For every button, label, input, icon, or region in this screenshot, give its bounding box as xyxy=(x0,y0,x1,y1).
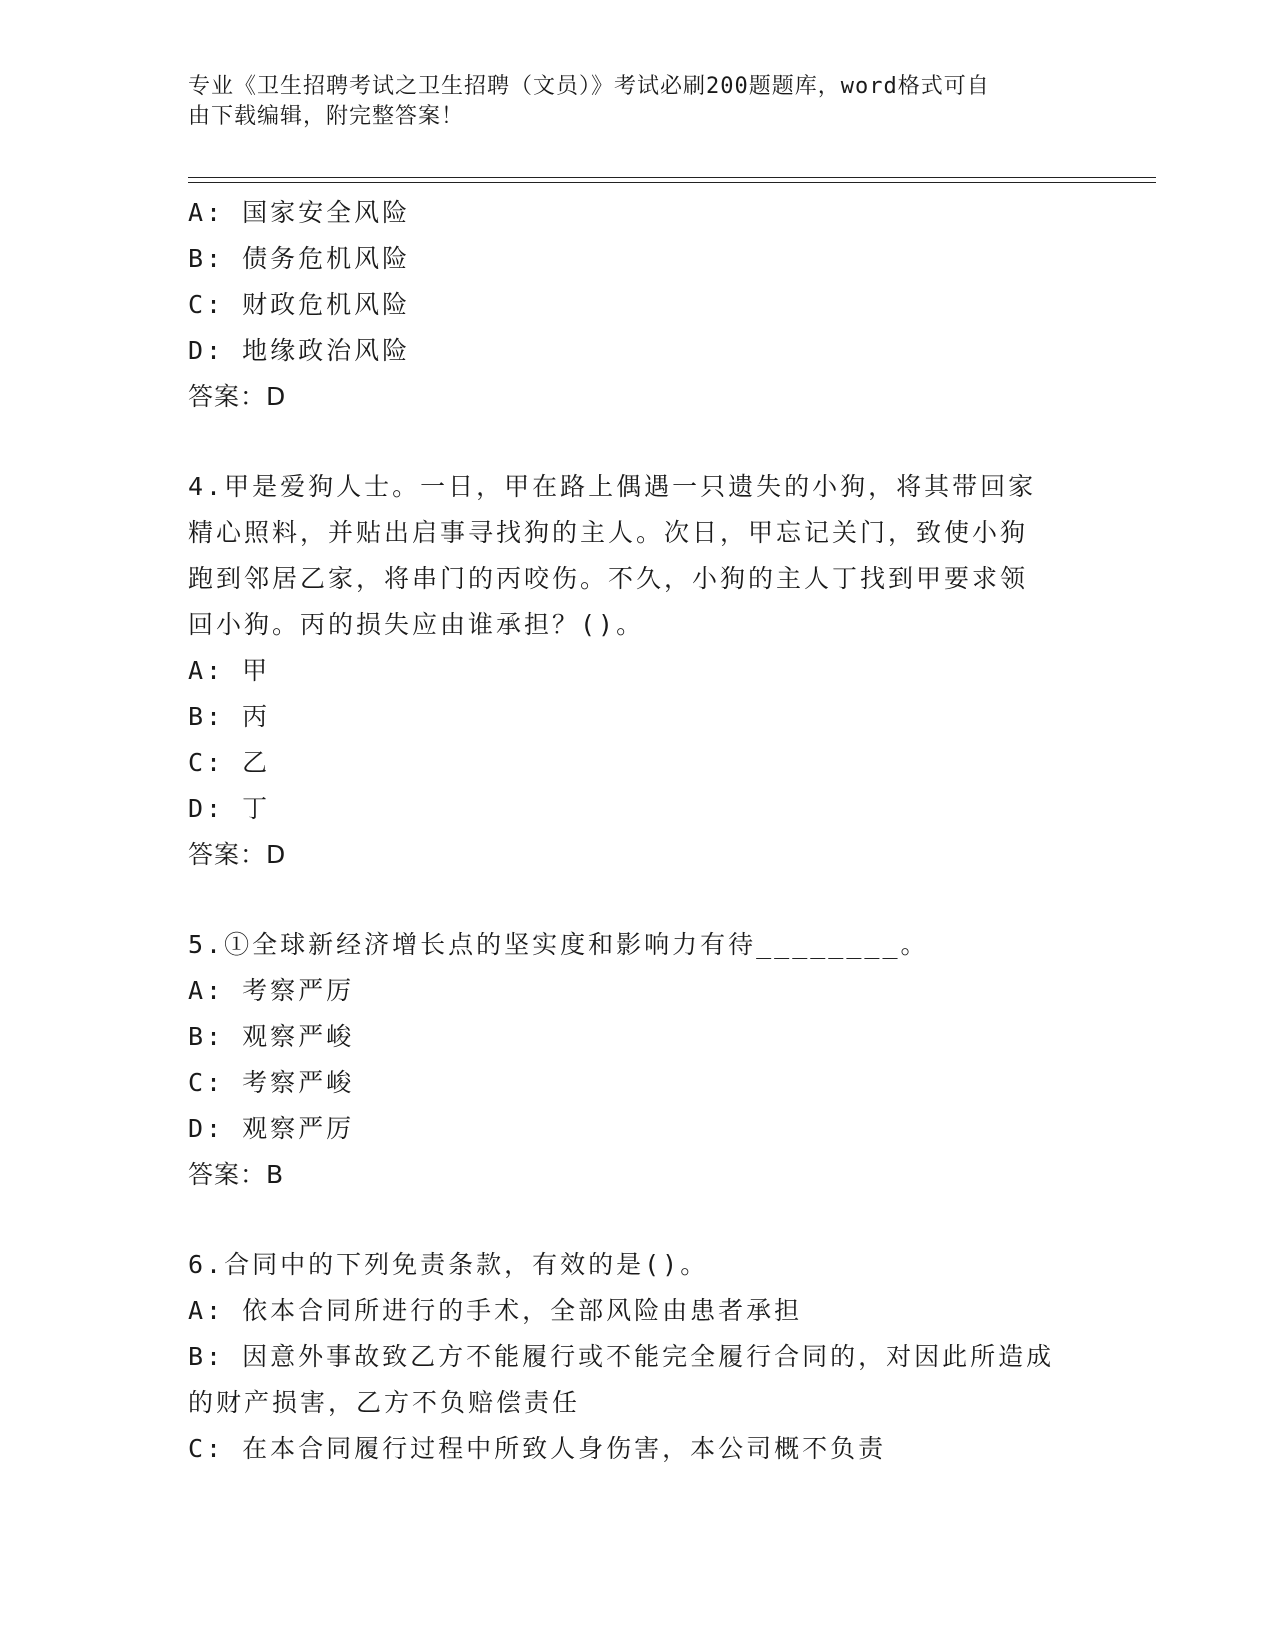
header-line-2: 由下载编辑，附完整答案！ xyxy=(188,104,465,129)
q6-stem: 6.合同中的下列免责条款，有效的是()。 xyxy=(188,1250,709,1279)
q3-option-a: A: 国家安全风险 xyxy=(188,198,411,227)
q4-option-d: D: 丁 xyxy=(188,794,271,823)
header-line-1: 专业《卫生招聘考试之卫生招聘（文员）》考试必刷200题题库，word格式可自 xyxy=(188,74,990,99)
q4-option-a: A: 甲 xyxy=(188,656,271,685)
q5-option-a: A: 考察严厉 xyxy=(188,976,355,1005)
q4-answer: 答案：D xyxy=(188,840,287,869)
q6-option-b-line-1: B: 因意外事故致乙方不能履行或不能完全履行合同的，对因此所造成 xyxy=(188,1342,1055,1371)
q5-answer: 答案：B xyxy=(188,1160,285,1189)
q4-stem-line-4: 回小狗。丙的损失应由谁承担？()。 xyxy=(188,610,645,639)
q5-option-d: D: 观察严厉 xyxy=(188,1114,355,1143)
question-5 xyxy=(188,922,1088,1198)
question-4 xyxy=(188,464,1088,878)
question-3 xyxy=(188,190,1088,420)
q4-stem-line-1: 4.甲是爱狗人士。一日，甲在路上偶遇一只遗失的小狗，将其带回家 xyxy=(188,472,1037,501)
q3-option-b: B: 债务危机风险 xyxy=(188,244,411,273)
q3-answer: 答案：D xyxy=(188,382,287,411)
q5-stem: 5.①全球新经济增长点的坚实度和影响力有待________。 xyxy=(188,930,929,959)
q6-option-b-line-2: 的财产损害，乙方不负赔偿责任 xyxy=(188,1388,581,1417)
q6-option-a: A: 依本合同所进行的手术，全部风险由患者承担 xyxy=(188,1296,803,1325)
q4-option-c: C: 乙 xyxy=(188,748,271,777)
document-body xyxy=(188,190,1088,1472)
header-divider-bottom xyxy=(188,182,1156,183)
question-6 xyxy=(188,1242,1088,1472)
document-header xyxy=(188,72,1068,132)
spacer xyxy=(188,1198,1088,1242)
q4-stem-line-2: 精心照料，并贴出启事寻找狗的主人。次日，甲忘记关门，致使小狗 xyxy=(188,518,1029,547)
q6-option-c: C: 在本合同履行过程中所致人身伤害，本公司概不负责 xyxy=(188,1434,887,1463)
q3-option-c: C: 财政危机风险 xyxy=(188,290,411,319)
q5-option-b: B: 观察严峻 xyxy=(188,1022,355,1051)
q4-stem-line-3: 跑到邻居乙家，将串门的丙咬伤。不久，小狗的主人丁找到甲要求领 xyxy=(188,564,1029,593)
spacer xyxy=(188,420,1088,464)
q3-option-d: D: 地缘政治风险 xyxy=(188,336,411,365)
header-divider-top xyxy=(188,177,1156,178)
spacer xyxy=(188,878,1088,922)
q5-option-c: C: 考察严峻 xyxy=(188,1068,355,1097)
q4-option-b: B: 丙 xyxy=(188,702,271,731)
